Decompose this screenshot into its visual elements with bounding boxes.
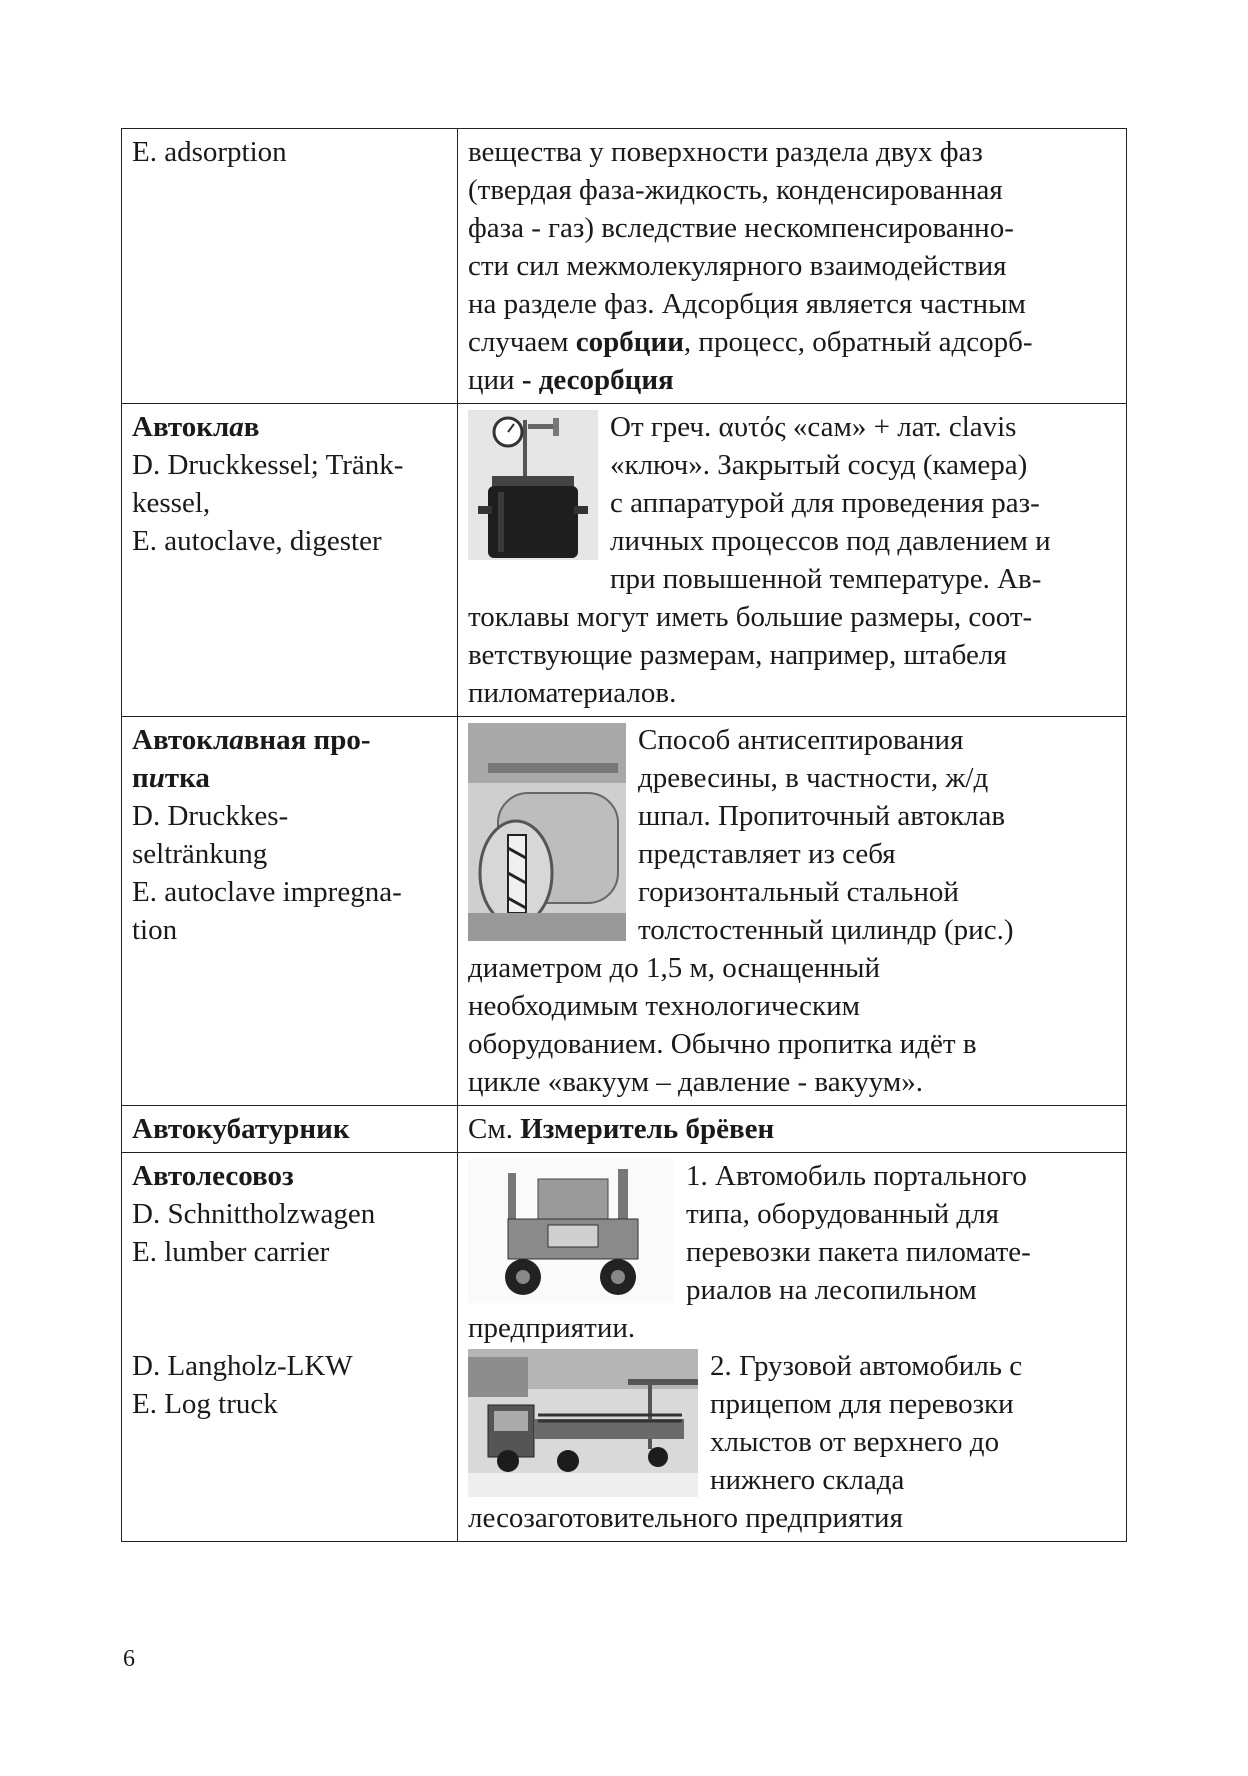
term-line: kessel, <box>132 487 211 519</box>
definition-cell <box>458 129 1127 404</box>
def-line: «ключ». Закрытый сосуд (камера) <box>610 449 1028 481</box>
def-line: лесозаготовительного предприятия <box>468 1502 903 1534</box>
def-line: представляет из себя <box>638 838 896 870</box>
def-line: хлыстов от верхнего до <box>710 1426 1000 1458</box>
def-line: на разделе фаз. Адсорбция является частным <box>468 288 1026 320</box>
def-line: нижнего склада <box>710 1464 905 1496</box>
def-line: толстостенный цилиндр (рис.) <box>638 914 1014 946</box>
cross-reference: Измеритель брёвен <box>520 1113 775 1145</box>
term-line: E. Log truck <box>132 1388 278 1420</box>
def-line: личных процессов под давлением и <box>610 525 1051 557</box>
def-line: оборудованием. Обычно пропитка идёт в <box>468 1028 977 1060</box>
def-line: предприятии. <box>468 1312 636 1344</box>
glossary-table <box>121 128 1127 1542</box>
definition-cell <box>458 404 1127 717</box>
def-line: 2. Грузовой автомобиль с <box>710 1350 1023 1382</box>
term-reference: сорбции <box>575 326 684 358</box>
definition-cell <box>458 1153 1127 1542</box>
term-heading: Автолесовоз <box>132 1160 294 1192</box>
def-line: (твердая фаза-жидкость, конденсированная <box>468 174 1003 206</box>
def-line: шпал. Пропиточный автоклав <box>638 800 1006 832</box>
def-line: риалов на лесопильном <box>686 1274 977 1306</box>
def-line: горизонтальный стальной <box>638 876 959 908</box>
term-line: tion <box>132 914 178 946</box>
term-cell <box>122 1106 458 1153</box>
term-reference: - десорбция <box>521 364 674 396</box>
term-line: seltränkung <box>132 838 268 870</box>
definition-cell <box>458 717 1127 1106</box>
table-row <box>122 404 1127 717</box>
lumber-carrier-photo <box>468 1159 674 1303</box>
term-cell <box>122 717 458 1106</box>
term-line: D. Druckkes- <box>132 800 289 832</box>
page-number: 6 <box>123 1646 135 1672</box>
term-line: E. autoclave impregna- <box>132 876 402 908</box>
table-row <box>122 717 1127 1106</box>
def-line: пиломатериалов. <box>468 677 677 709</box>
table-row <box>122 1106 1127 1153</box>
def-line: вещества у поверхности раздела двух фаз <box>468 136 983 168</box>
def-line: типа, оборудованный для <box>686 1198 999 1230</box>
def-line: диаметром до 1,5 м, оснащенный <box>468 952 881 984</box>
term-line: D. Druckkessel; Tränk- <box>132 449 404 481</box>
def-line: цикле «вакуум – давление - вакуум». <box>468 1066 923 1098</box>
def-line: фаза - газ) вследствие нескомпенсированно- <box>468 212 1014 244</box>
def-line: токлавы могут иметь большие размеры, соот- <box>468 601 1033 633</box>
table-row <box>122 1153 1127 1542</box>
term-line: E. lumber carrier <box>132 1236 330 1268</box>
term-cell <box>122 129 458 404</box>
def-line: прицепом для перевозки <box>710 1388 1014 1420</box>
def-line: ветствующие размерам, например, штабеля <box>468 639 1007 671</box>
def-line: древесины, в частности, ж/д <box>638 762 989 794</box>
term-line: E. adsorption <box>132 136 287 168</box>
def-line: сти сил межмолекулярного взаимодействия <box>468 250 1007 282</box>
def-line: Способ антисептирования <box>638 724 964 756</box>
term-line: D. Schnittholzwagen <box>132 1198 376 1230</box>
term-cell <box>122 1153 458 1542</box>
def-line: 1. Автомобиль портального <box>686 1160 1027 1192</box>
def-line: перевозки пакета пиломате- <box>686 1236 1031 1268</box>
term-line: E. autoclave, digester <box>132 525 382 557</box>
def-line: От греч. αυτός «сам» + лат. clavis <box>610 411 1017 443</box>
table-row <box>122 129 1127 404</box>
term-line: D. Langholz-LKW <box>132 1350 353 1382</box>
term-heading: Автоклав <box>132 411 260 443</box>
definition-cell <box>458 1106 1127 1153</box>
autoclave-photo <box>468 410 598 560</box>
def-line: См. Измеритель брёвен <box>468 1113 775 1145</box>
log-truck-photo <box>468 1349 698 1497</box>
term-heading: Автокубатурник <box>132 1113 350 1145</box>
def-line: при повышенной температуре. Ав- <box>610 563 1042 595</box>
term-heading: Автоклавная про- <box>132 724 371 756</box>
def-line: ции - десорбция <box>468 364 674 396</box>
def-line: с аппаратурой для проведения раз- <box>610 487 1040 519</box>
term-cell <box>122 404 458 717</box>
impregnation-autoclave-photo <box>468 723 626 941</box>
term-heading: питка <box>132 762 210 794</box>
def-line: необходимым технологическим <box>468 990 861 1022</box>
def-line: случаем сорбции, процесс, обратный адсорб- <box>468 326 1033 358</box>
